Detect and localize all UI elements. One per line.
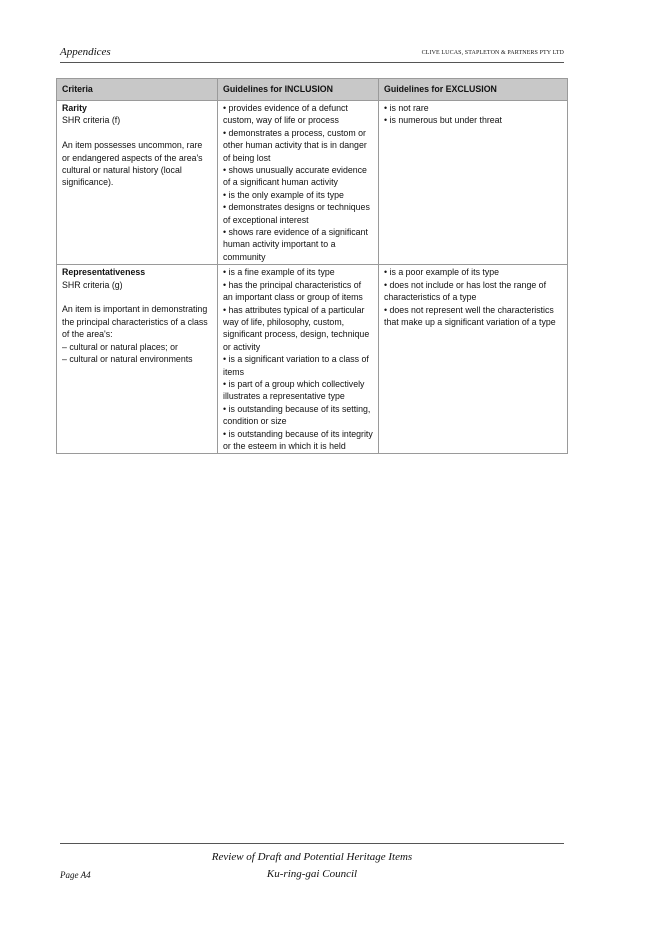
list-item: • is a fine example of its type — [223, 267, 335, 278]
header-exclusion: Guidelines for EXCLUSION — [379, 79, 568, 101]
page-footer — [60, 843, 564, 880]
inclusion-cell — [218, 101, 379, 265]
criteria-title: Rarity — [62, 103, 87, 113]
list-item: • demonstrates a process, custom or other human activity that is in danger of being lost — [223, 127, 367, 163]
list-item: • has the principal characteristics of an important class or group of items — [223, 279, 363, 303]
criteria-description: An item possesses uncommon, rare or endangered aspects of the area's cultural or natural history (local significance). — [62, 140, 203, 188]
list-item: • shows unusually accurate evidence of a significant human activity — [223, 165, 367, 188]
table-row-rarity — [57, 101, 568, 265]
list-item: • does not include or has lost the range of characteristics of a type — [384, 279, 547, 303]
criteria-code: SHR criteria (g) — [62, 279, 123, 290]
footer-title: Review of Draft and Potential Heritage Items — [211, 851, 413, 863]
list-item: • is numerous but under threat — [384, 115, 502, 126]
page-number: Page A4 — [60, 870, 91, 880]
exclusion-cell — [379, 265, 568, 454]
list-item: – cultural or natural environments — [62, 354, 193, 365]
list-item: • is part of a group which collectively illustrates a representative type — [223, 378, 365, 402]
list-item: • does not represent well the characteristics that make up a significant variation of a type — [384, 304, 556, 327]
list-item: • is the only example of its type — [223, 189, 344, 200]
criteria-cell — [57, 265, 218, 454]
criteria-table — [56, 78, 568, 454]
criteria-title: Representativeness — [62, 267, 146, 278]
page-header — [60, 46, 564, 63]
list-item: • shows rare evidence of a significant human activity important to a community — [223, 227, 368, 262]
list-item: • demonstrates designs or techniques of exceptional interest — [223, 202, 370, 225]
exclusion-cell — [379, 101, 568, 265]
criteria-cell — [57, 101, 218, 265]
list-item: • is a significant variation to a class of items — [223, 354, 369, 377]
header-section: Appendices — [60, 46, 111, 58]
list-item: • is not rare — [384, 103, 429, 113]
criteria-description: An item is important in demonstrating the principal characteristics of a class of the area's: — [62, 304, 208, 340]
header-criteria: Criteria — [57, 79, 218, 101]
table-header-row — [57, 79, 568, 101]
list-item: • has attributes typical of a particular way of life, philosophy, custom, significant process, design, technique or activity — [223, 304, 370, 352]
header-firm: CLIVE LUCAS, STAPLETON & PARTNERS PTY LTD — [421, 50, 564, 56]
list-item: • provides evidence of a defunct custom, way of life or process — [223, 103, 348, 126]
list-item: • is outstanding because of its setting, condition or size — [223, 403, 371, 427]
list-item: – cultural or natural places; or — [62, 341, 178, 352]
header-inclusion: Guidelines for INCLUSION — [218, 79, 379, 101]
footer-council: Ku-ring-gai Council — [266, 868, 358, 880]
list-item: • is a poor example of its type — [384, 267, 500, 278]
criteria-code: SHR criteria (f) — [62, 115, 121, 126]
inclusion-cell — [218, 265, 379, 454]
table-row-representativeness — [57, 265, 568, 454]
list-item: • is outstanding because of its integrity or the esteem in which it is held — [223, 428, 373, 451]
